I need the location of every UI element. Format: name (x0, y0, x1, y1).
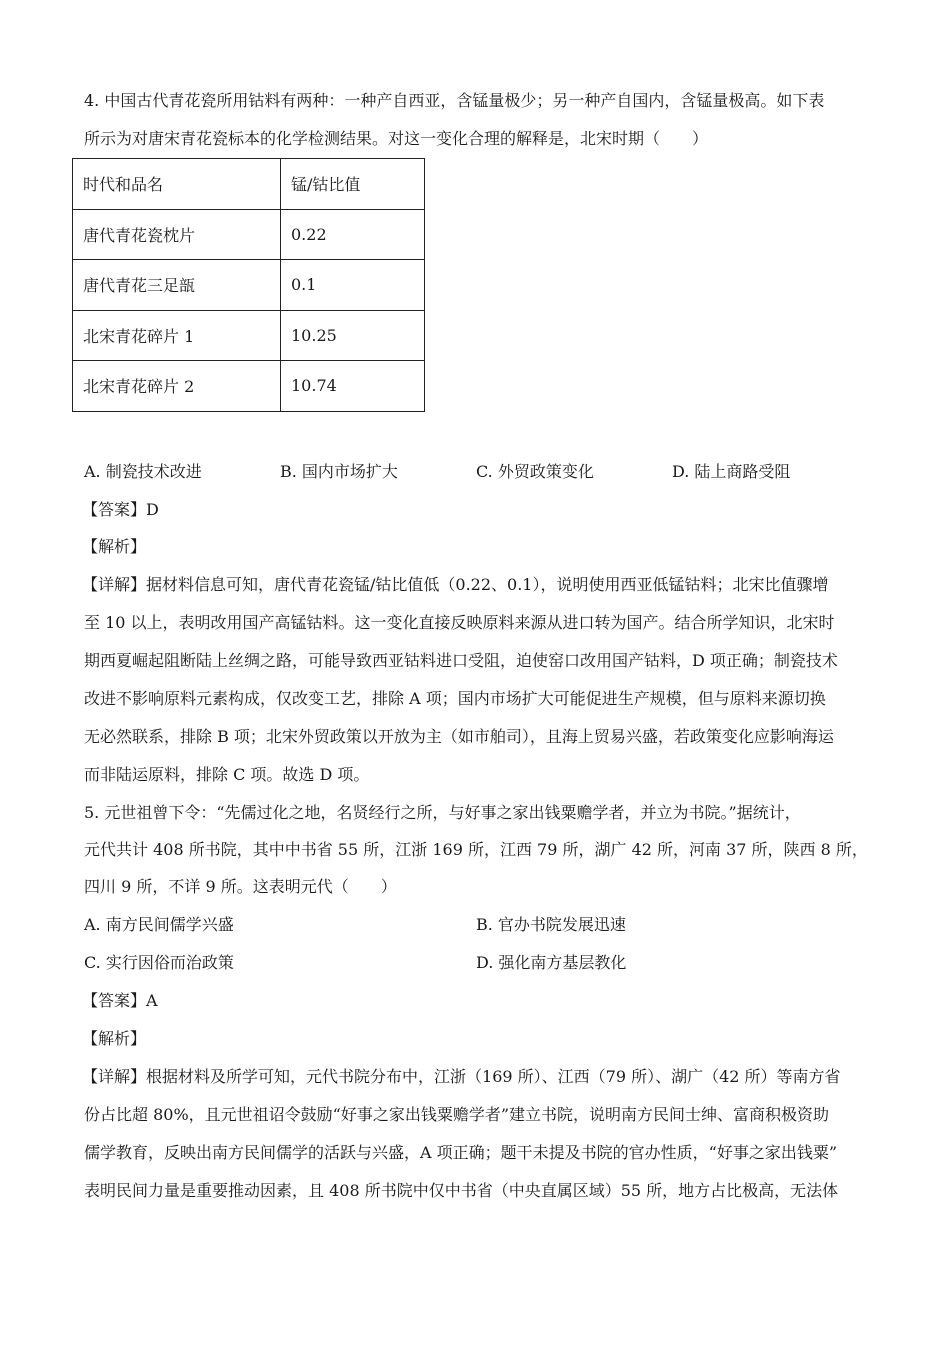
q4-detail-line: 无必然联系，排除 B 项；北宋外贸政策以开放为主（如市舶司），且海上贸易兴盛，若政策变化应影响海运 (84, 727, 834, 746)
detail-label: 【详解】 (82, 575, 147, 594)
answer-label: 【答案】 (82, 500, 147, 519)
q4-option-d: D. 陆上商路受阻 (672, 462, 791, 481)
q4-detail-line: 期西夏崛起阻断陆上丝绸之路，可能导致西亚钴料进口受阻，迫使窑口改用国产钴料，D 项正确；制瓷技术 (84, 651, 838, 670)
table-cell: 唐代青花瓷枕片 (73, 209, 281, 260)
answer-label: 【答案】 (82, 991, 147, 1010)
detail-text: 据材料信息可知，唐代青花瓷锰/钴比值低（0.22、0.1），说明使用西亚低锰钴料；北宋比值骤增 (146, 575, 829, 594)
q5-stem-line: 四川 9 所，不详 9 所。这表明元代（ ） (84, 877, 397, 896)
table-cell: 10.74 (281, 361, 425, 412)
q5-answer (82, 982, 872, 1020)
detail-label: 【详解】 (82, 1067, 147, 1086)
answer-value: A (146, 991, 158, 1010)
q4-analysis-label: 【解析】 (82, 537, 147, 556)
q5-detail-line: 份占比超 80%，且元世祖诏令鼓励“好事之家出钱粟赡学者”建立书院，说明南方民间士绅、富商积极资助 (84, 1105, 830, 1124)
table-cell: 北宋青花碎片 2 (73, 361, 281, 412)
answer-value: D (146, 500, 159, 519)
q5-option-d: D. 强化南方基层教化 (476, 953, 627, 972)
q5-analysis-label: 【解析】 (82, 1029, 147, 1048)
q5-detail-line (82, 1058, 872, 1096)
q5-detail-line: 表明民间力量是重要推动因素，且 408 所书院中仅中书省（中央直属区域）55 所，地方占比极高，无法体 (84, 1181, 839, 1200)
table-cell: 0.22 (281, 209, 425, 260)
q4-stem-line-2: 所示为对唐宋青花瓷标本的化学检测结果。对这一变化合理的解释是，北宋时期（ ） (84, 129, 709, 148)
table-cell: 北宋青花碎片 1 (73, 310, 281, 361)
q5-option-a: A. 南方民间儒学兴盛 (84, 915, 234, 934)
detail-text: 根据材料及所学可知，元代书院分布中，江浙（169 所）、江西（79 所）、湖广（42 所）等南方省 (146, 1067, 841, 1086)
q5-stem-line: 元代共计 408 所书院，其中中书省 55 所，江浙 169 所，江西 79 所，湖广 42 所，河南 37 所，陕西 8 所， (84, 840, 868, 859)
q4-answer (82, 491, 872, 529)
q5-option-b: B. 官办书院发展迅速 (476, 915, 626, 934)
q4-data-table (72, 158, 425, 412)
table-cell: 唐代青花三足瓿 (73, 260, 281, 311)
q4-detail-line (82, 566, 872, 604)
q5-option-c: C. 实行因俗而治政策 (84, 953, 234, 972)
table-row (73, 209, 425, 260)
table-cell: 10.25 (281, 310, 425, 361)
table-row (73, 310, 425, 361)
table-header-row (73, 159, 425, 210)
q4-option-b: B. 国内市场扩大 (280, 462, 398, 481)
q4-detail-line: 至 10 以上，表明改用国产高锰钴料。这一变化直接反映原料来源从进口转为国产。结合所学知识，北宋时 (84, 613, 835, 632)
q4-stem-line-1: 4. 中国古代青花瓷所用钴料有两种：一种产自西亚，含锰量极少；另一种产自国内，含锰量极高。如下表 (84, 91, 825, 110)
q5-detail-line: 儒学教育，反映出南方民间儒学的活跃与兴盛，A 项正确；题干未提及书院的官办性质，“好事之家出钱粟” (84, 1143, 838, 1162)
table-row (73, 361, 425, 412)
q4-option-c: C. 外贸政策变化 (476, 462, 594, 481)
table-row (73, 260, 425, 311)
q4-detail-line: 改进不影响原料元素构成，仅改变工艺，排除 A 项；国内市场扩大可能促进生产规模，但与原料来源切换 (84, 689, 826, 708)
table-header-cell: 锰/钴比值 (281, 159, 425, 210)
q5-stem-line: 5. 元世祖曾下令：“先儒过化之地，名贤经行之所，与好事之家出钱粟赡学者，并立为书院。”据统计， (84, 803, 801, 822)
q4-detail-line: 而非陆运原料，排除 C 项。故选 D 项。 (84, 765, 370, 784)
table-header-cell: 时代和品名 (73, 159, 281, 210)
table-cell: 0.1 (281, 260, 425, 311)
q4-option-a: A. 制瓷技术改进 (84, 462, 202, 481)
